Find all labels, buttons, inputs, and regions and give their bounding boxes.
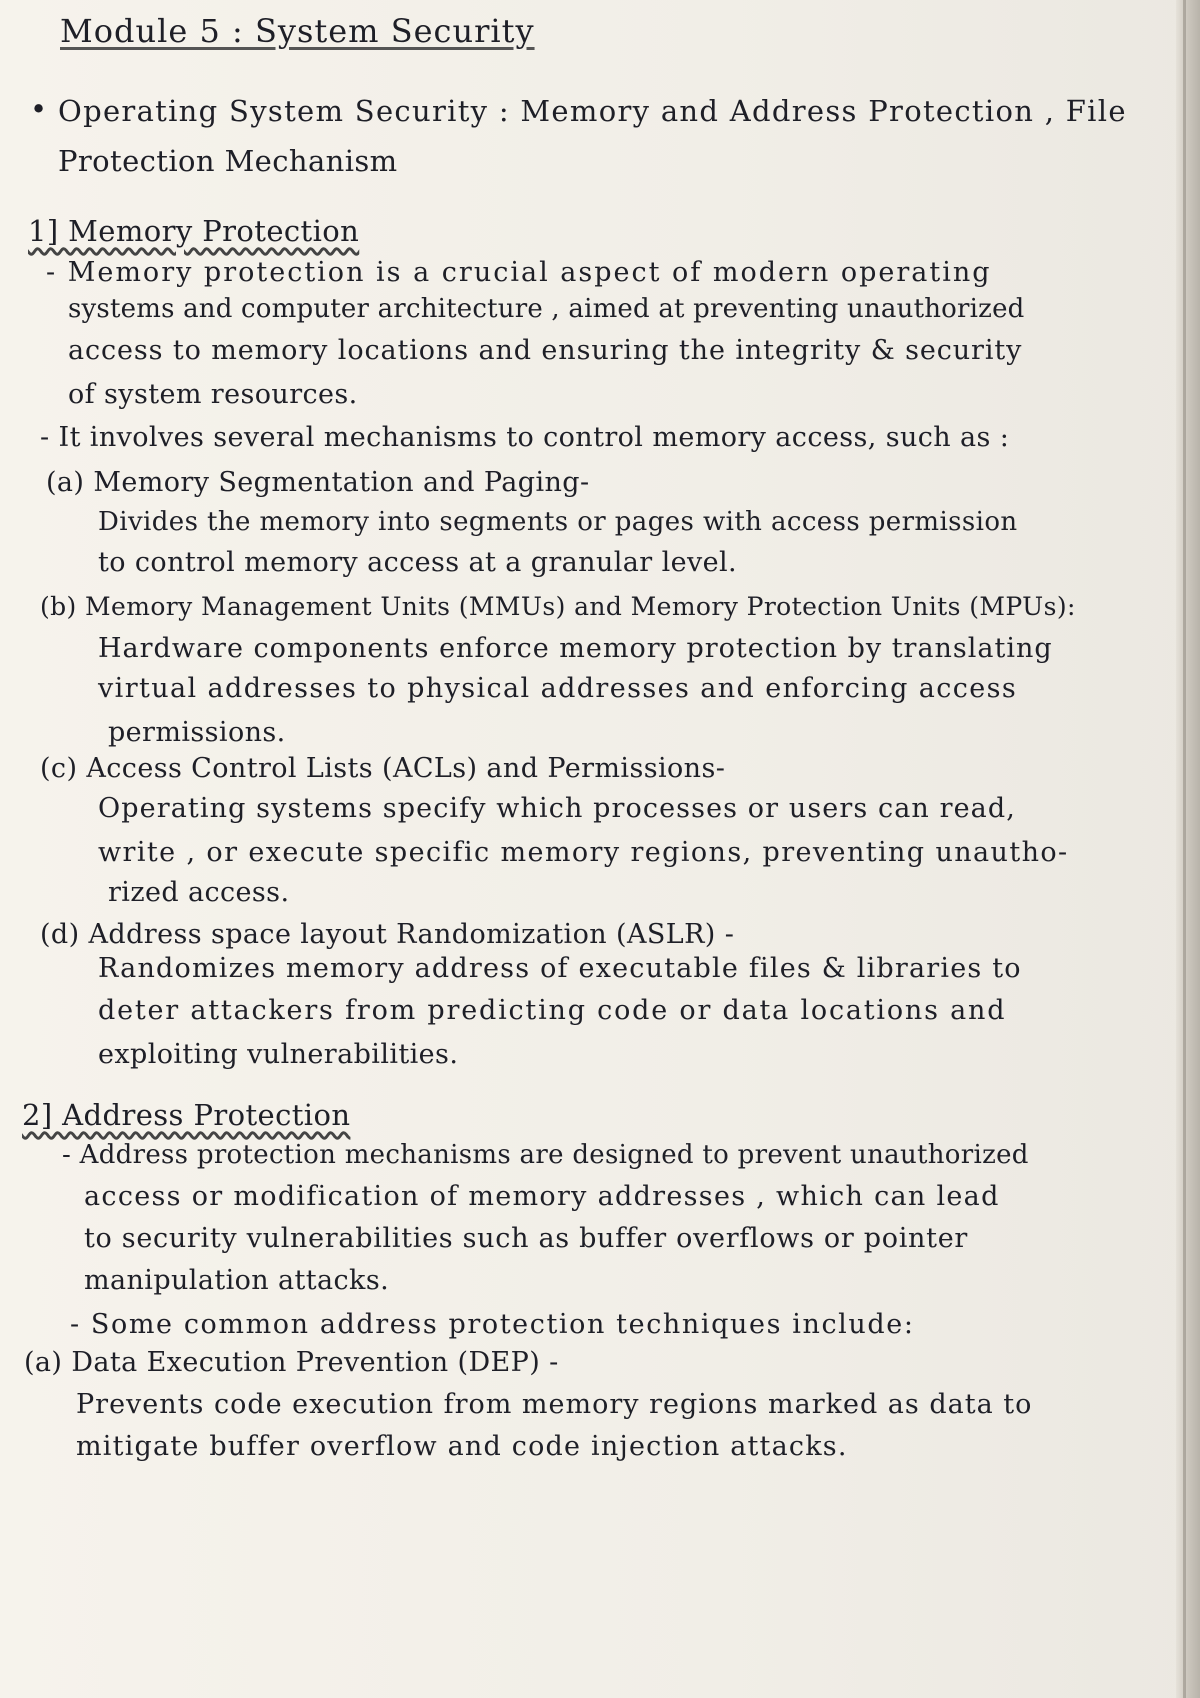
address-line: to security vulnerabilities such as buffer overflows or pointer [84,1223,968,1254]
section-heading-memory-protection: 1] Memory Protection [28,214,360,248]
memory-line: Randomizes memory address of executable files & libraries to [98,953,1022,984]
memory-line: systems and computer architecture , aimed at preventing unauthorized [68,294,1025,324]
memory-line: virtual addresses to physical addresses and enforcing access [98,673,1018,704]
address-line: Prevents code execution from memory regions marked as data to [76,1389,1033,1420]
memory-line: - Memory protection is a crucial aspect of modern operating [46,257,992,288]
memory-line: to control memory access at a granular level. [98,547,738,578]
page-title: Module 5 : System Security [60,12,535,50]
address-line: - Address protection mechanisms are designed to prevent unauthorized [62,1140,1029,1170]
section-heading-address-protection: 2] Address Protection [22,1098,351,1132]
memory-line: rized access. [108,877,290,908]
memory-line: permissions. [108,717,286,748]
address-line: - Some common address protection techniques include: [70,1309,915,1340]
topic-line-1: Operating System Security : Memory and Address Protection , File [58,94,1127,128]
memory-line: of system resources. [68,379,358,410]
memory-line: access to memory locations and ensuring the integrity & security [68,335,1023,366]
memory-line: write , or execute specific memory regions, preventing unautho- [98,837,1069,868]
address-item-heading: (a) Data Execution Prevention (DEP) - [24,1347,559,1378]
topic-line-2: Protection Mechanism [58,144,398,178]
address-line: access or modification of memory addresses , which can lead [84,1181,1000,1212]
memory-line: Divides the memory into segments or pages with access permission [98,507,1018,537]
topic-bullet: • [30,92,48,126]
memory-item-heading: (d) Address space layout Randomization (ASLR) - [40,919,735,950]
binding-line [1183,0,1186,1698]
memory-item-heading: (c) Access Control Lists (ACLs) and Permissions- [40,753,726,784]
address-line: mitigate buffer overflow and code injection attacks. [76,1431,848,1462]
memory-line: Operating systems specify which processes or users can read, [98,793,1016,824]
memory-line: deter attackers from predicting code or data locations and [98,995,1007,1026]
page-edge [1176,0,1200,1698]
address-line: manipulation attacks. [84,1265,390,1296]
memory-line: - It involves several mechanisms to control memory access, such as : [40,422,1010,453]
memory-line: exploiting vulnerabilities. [98,1039,459,1070]
memory-item-heading: (b) Memory Management Units (MMUs) and Memory Protection Units (MPUs): [40,592,1076,621]
memory-item-heading: (a) Memory Segmentation and Paging- [46,467,590,498]
memory-line: Hardware components enforce memory protection by translating [98,633,1053,664]
